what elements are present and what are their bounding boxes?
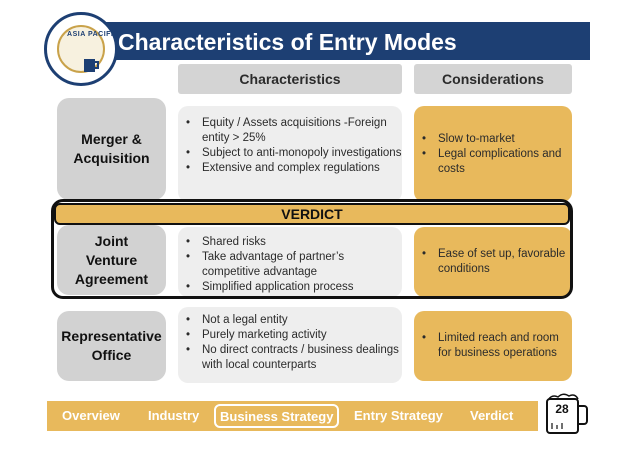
considerations-merger-acquisition	[414, 106, 572, 202]
list-item: • Limited reach and room for business operations	[414, 331, 572, 361]
slide-title: Characteristics of Entry Modes	[118, 29, 457, 55]
list-item: • Simplified application process	[178, 280, 402, 295]
header-considerations: Considerations	[414, 64, 572, 94]
characteristics-merger-acquisition	[178, 106, 402, 202]
nav-item-overview[interactable]: Overview	[62, 408, 120, 423]
header-characteristics: Characteristics	[178, 64, 402, 94]
list-item: • Not a legal entity	[178, 313, 402, 328]
list-item: • Ease of set up, favorable conditions	[414, 247, 572, 277]
considerations-representative-office	[414, 311, 572, 381]
logo	[44, 12, 118, 86]
row-label-joint-venture: Joint Venture Agreement	[57, 225, 166, 295]
logo-emblem	[57, 25, 119, 73]
row-label-representative-office: Representative Office	[57, 311, 166, 381]
list-item: • Purely marketing activity	[178, 328, 402, 343]
mug-icon	[81, 55, 101, 75]
list-item: • Slow to-market	[414, 132, 572, 147]
row-label-merger-acquisition: Merger & Acquisition	[57, 98, 166, 200]
list-item: • Equity / Assets acquisitions -Foreign entity > 25%	[178, 116, 402, 146]
characteristics-representative-office	[178, 307, 402, 383]
list-item: • Subject to anti-monopoly investigations	[178, 146, 402, 161]
page-number: 28	[555, 402, 569, 416]
nav-item-industry[interactable]: Industry	[148, 408, 200, 423]
verdict-banner: VERDICT	[54, 203, 570, 225]
list-item: • Legal complications and costs	[414, 147, 572, 177]
list-item: • Shared risks	[178, 235, 402, 250]
logo-text: ASIA PACIFIC	[67, 31, 119, 38]
list-item: • Extensive and complex regulations	[178, 161, 402, 176]
nav-item-verdict[interactable]: Verdict	[470, 408, 514, 423]
nav-item-entry-strategy[interactable]: Entry Strategy	[354, 408, 443, 423]
list-item: • Take advantage of partner’s competitive advantage	[178, 250, 402, 280]
nav-item-business-strategy[interactable]: Business Strategy	[214, 404, 339, 428]
list-item: • No direct contracts / business dealings with local counterparts	[178, 343, 402, 373]
